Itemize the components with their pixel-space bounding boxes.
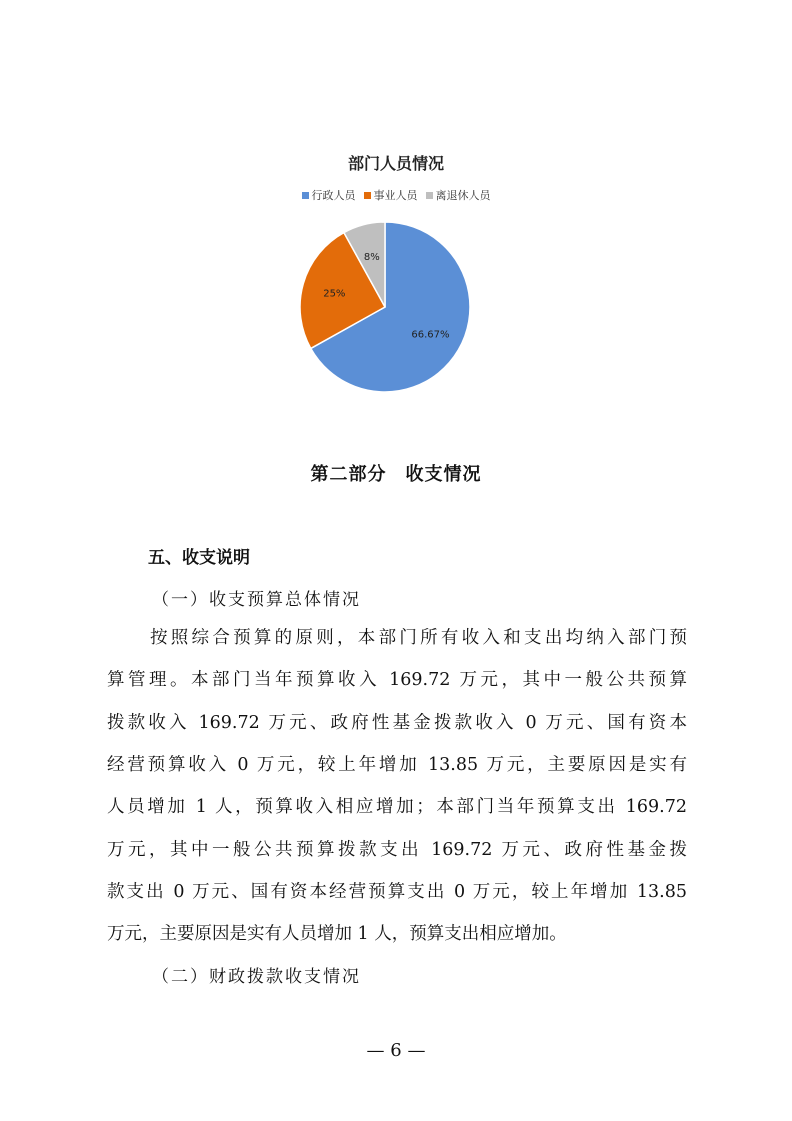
paragraph-line-2: 算管理。本部门当年预算收入 169.72 万元，其中一般公共预算 xyxy=(107,670,687,690)
legend-swatch-retired xyxy=(426,192,433,199)
paragraph-line-1: 按照综合预算的原则，本部门所有收入和支出均纳入部门预 xyxy=(150,628,687,648)
pie-label-retired: 8% xyxy=(363,251,380,263)
paragraph-line-4: 经营预算收入 0 万元，较上年增加 13.85 万元，主要原因是实有 xyxy=(107,755,687,775)
section-heading: 五、收支说明 xyxy=(148,548,250,568)
pie-label-admin: 66.67% xyxy=(411,329,450,341)
pie-label-institution: 25% xyxy=(323,288,346,300)
legend-item-retired xyxy=(426,187,491,203)
chart-legend xyxy=(0,187,792,203)
legend-item-institution xyxy=(364,187,418,203)
chart-title: 部门人员情况 xyxy=(347,154,444,173)
part-title: 第二部分 收支情况 xyxy=(310,464,482,485)
legend-item-admin xyxy=(302,187,356,203)
subsection-heading-2: （二）财政拨款收支情况 xyxy=(152,967,361,987)
paragraph-line-8: 万元，主要原因是实有人员增加 1 人，预算支出相应增加。 xyxy=(107,924,567,944)
paragraph-line-5: 人员增加 1 人，预算收入相应增加；本部门当年预算支出 169.72 xyxy=(107,797,687,817)
legend-label-admin: 行政人员 xyxy=(311,189,356,202)
legend-swatch-admin xyxy=(302,192,309,199)
subsection-heading-1: （一）收支预算总体情况 xyxy=(152,590,361,610)
legend-label-institution: 事业人员 xyxy=(373,189,418,202)
paragraph-line-6: 万元，其中一般公共预算拨款支出 169.72 万元、政府性基金拨 xyxy=(107,840,687,860)
paragraph-line-7: 款支出 0 万元、国有资本经营预算支出 0 万元，较上年增加 13.85 xyxy=(107,882,687,902)
paragraph-line-3: 拨款收入 169.72 万元、政府性基金拨款收入 0 万元、国有资本 xyxy=(107,713,687,733)
page-number: — 6 — xyxy=(366,1040,426,1061)
legend-swatch-institution xyxy=(364,192,371,199)
legend-label-retired: 离退休人员 xyxy=(435,189,491,202)
pie-chart xyxy=(290,212,480,402)
